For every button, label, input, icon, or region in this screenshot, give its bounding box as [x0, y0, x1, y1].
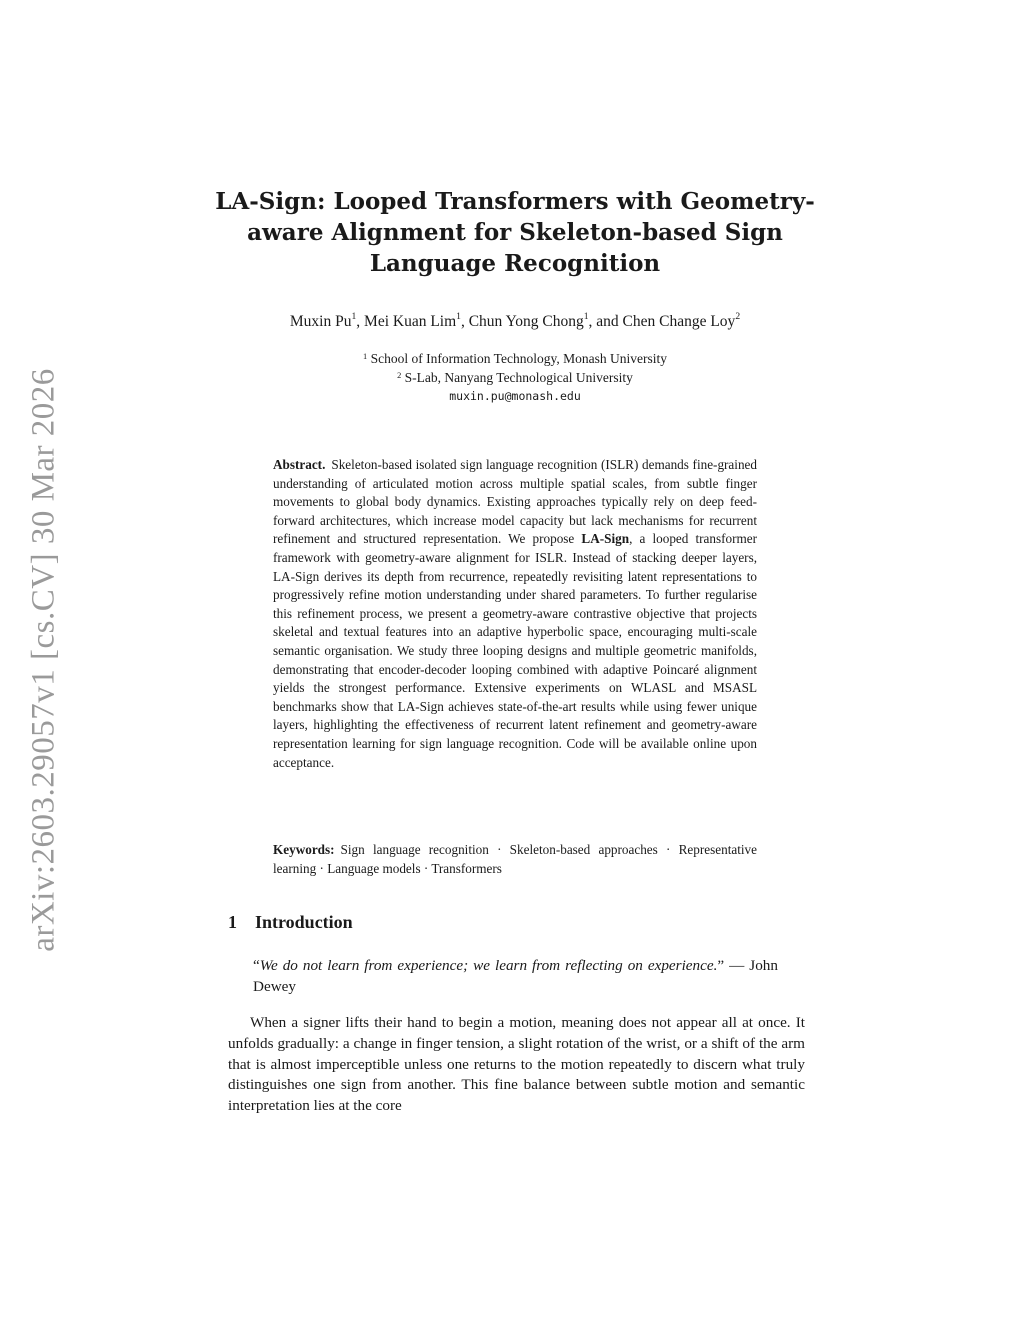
affiliation-number: 1 — [363, 352, 368, 362]
author-affiliation-mark: 2 — [735, 311, 741, 323]
author-name: Muxin Pu — [289, 313, 352, 330]
affiliation-text: School of Information Technology, Monash University — [370, 351, 667, 366]
abstract-text: , a looped transformer framework with geometry-aware alignment for ISLR. Instead of stacking deeper layers, LA-Sign derives its depth from recurrence, repeatedly revisiting latent representations to progressively refine motion understanding under shared parameters. To further regularise this refinement process, we present a geometry-aware contrastive objective that projects skeletal and textual features into an adaptive hyperbolic space, encouraging multi-scale semantic organisation. We study three looping designs and multiple geometric manifolds, demonstrating that encoder-decoder looping combined with adaptive Poincaré alignment yields the strongest performance. Extensive experiments on WLASL and MSASL benchmarks show that LA-Sign achieves state-of-the-art results while using fewer unique layers, highlighting the effectiveness of recurrent latent refinement and geometry-aware representation learning for sign language recognition. Code will be available online upon acceptance. — [273, 531, 758, 770]
affiliation-text: S-Lab, Nanyang Technological University — [404, 369, 633, 385]
author-separator: , — [356, 313, 365, 330]
quote-text: We do not learn from experience; we learn from reflecting on experience. — [259, 957, 718, 974]
affiliation-number: 2 — [397, 370, 402, 380]
abstract — [273, 456, 757, 772]
quote-close-mark: ” — [717, 957, 725, 974]
arxiv-identifier-stamp: arXiv:2603.29057v1 [cs.CV] 30 Mar 2026 — [25, 368, 62, 952]
author-name: Chun Yong Chong — [468, 313, 584, 330]
epigraph-quote — [253, 956, 778, 997]
paper-title: LA-Sign: Looped Transformers with Geometry-aware Alignment for Skeleton-based Sign Language Recognition — [215, 188, 815, 277]
section-number: 1 — [228, 912, 237, 932]
section-title: Introduction — [255, 912, 353, 932]
author-name: Chen Change Loy — [622, 313, 736, 330]
keywords-text: Sign language recognition · Skeleton-based approaches · Representative learning · Language models · Transformers — [273, 842, 757, 876]
affiliation-line — [200, 369, 830, 388]
author-name: Mei Kuan Lim — [364, 313, 457, 330]
keywords-label: Keywords: — [273, 842, 335, 857]
author-separator: , and — [588, 313, 623, 330]
author-affiliation-mark: 1 — [456, 311, 461, 323]
section-heading-introduction — [228, 912, 353, 933]
abstract-label: Abstract. — [273, 457, 326, 472]
quote-attribution: — John Dewey — [253, 957, 778, 995]
quote-open-mark: “ — [253, 957, 260, 974]
author-email: muxin.pu@monash.edu — [449, 389, 581, 403]
abstract-text: Skeleton-based isolated sign language recognition (ISLR) demands fine-grained understanding of articulated motion across multiple spatial scales, from subtle finger movements to global body dynamics. Existing approaches typically rely on deep feed-forward architectures, which increase model capacity but lack mechanisms for recurrent refinement and structured representation. We propose — [273, 457, 757, 547]
affiliation-line — [200, 350, 830, 369]
method-name: LA-Sign — [581, 531, 630, 547]
author-list — [200, 313, 830, 331]
author-affiliation-mark: 1 — [583, 311, 589, 323]
introduction-paragraph: When a signer lifts their hand to begin a motion, meaning does not appear all at once. It unfolds gradually: a change in finger tension, a slight rotation of the wrist, or a shift of the arm that is almost imperceptible unless one returns to the motion repeatedly to discern what truly distinguishes one sign from another. This fine balance between subtle motion and semantic interpretation lies at the core — [228, 1014, 805, 1115]
keywords — [273, 841, 757, 878]
author-affiliation-mark: 1 — [351, 311, 357, 323]
affiliations — [200, 350, 830, 406]
author-separator: , — [460, 313, 469, 330]
